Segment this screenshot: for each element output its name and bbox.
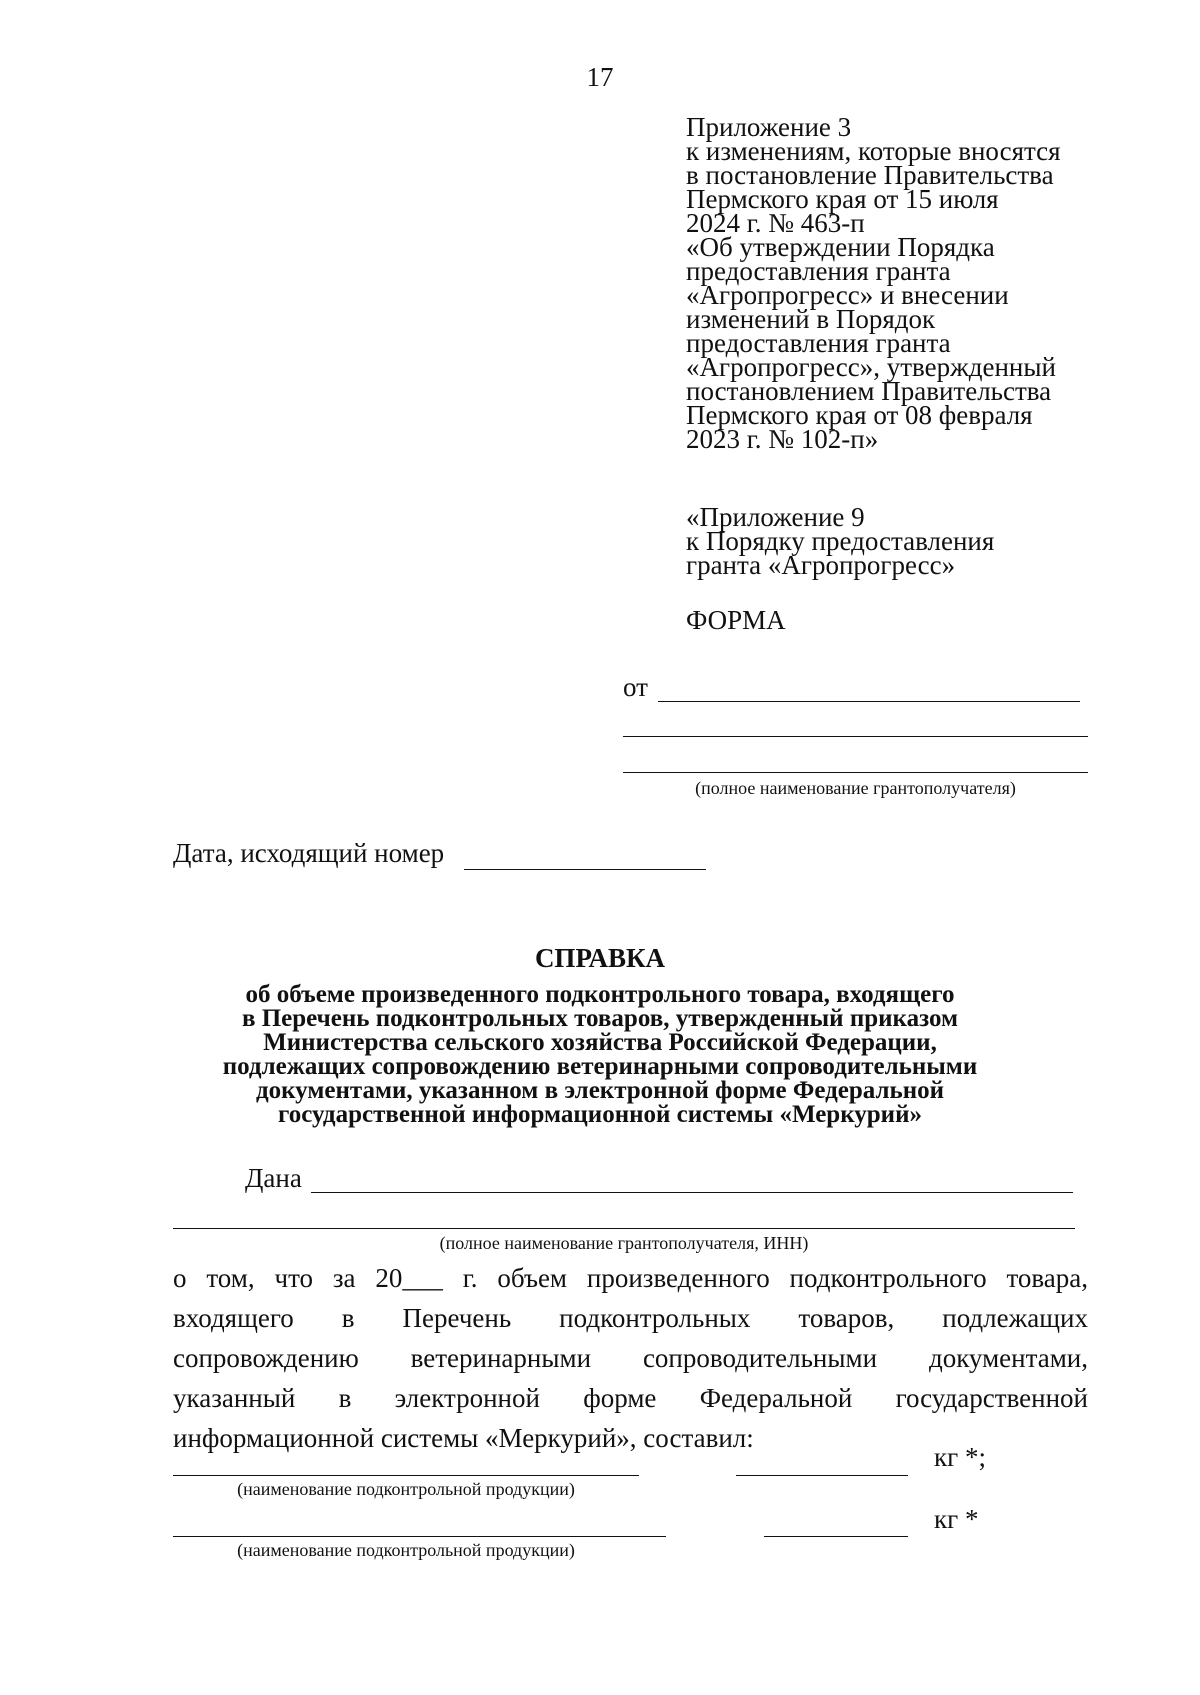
body-line: о том, что за 20___ г. объем произведенного подконтрольного товара, bbox=[173, 1263, 1088, 1293]
unit-label: кг * bbox=[934, 1504, 979, 1534]
appendix9-line: «Приложение 9 bbox=[686, 502, 865, 532]
issued-caption: (полное наименование грантополучателя, ИНН) bbox=[439, 1233, 809, 1253]
appendix-line: Приложение 3 bbox=[686, 112, 852, 142]
unit-label: кг *; bbox=[934, 1442, 986, 1472]
page-number: 17 bbox=[586, 62, 614, 92]
body-line: сопровождению ветеринарными сопроводительными документами, bbox=[173, 1343, 1088, 1373]
appendix-line: 2024 г. № 463-п bbox=[686, 208, 865, 238]
appendix-line: «Агропрогресс», утвержденный bbox=[686, 352, 1056, 382]
body-line: информационной системы «Меркурий», составил: bbox=[173, 1423, 754, 1453]
issued-field-line-2[interactable] bbox=[173, 1228, 1075, 1229]
appendix-line: предоставления гранта bbox=[686, 328, 951, 358]
subtitle-line: документами, указанном в электронной форме Федеральной bbox=[255, 1077, 945, 1104]
product-name-field-line[interactable] bbox=[173, 1475, 639, 1476]
appendix-line: Пермского края от 08 февраля bbox=[686, 400, 1033, 430]
appendix-line: к изменениям, которые вносятся bbox=[686, 136, 1061, 166]
date-number-field-line[interactable] bbox=[464, 869, 706, 870]
product-name-caption: (наименование подконтрольной продукции) bbox=[237, 1479, 575, 1499]
document-title: СПРАВКА bbox=[534, 943, 666, 973]
appendix-line: изменений в Порядок bbox=[686, 304, 936, 334]
appendix-line: в постановление Правительства bbox=[686, 160, 1054, 190]
appendix-line: Пермского края от 15 июля bbox=[686, 184, 999, 214]
product-quantity-field-line[interactable] bbox=[764, 1536, 908, 1537]
subtitle-line: в Перечень подконтрольных товаров, утвержденный приказом bbox=[241, 1005, 959, 1032]
appendix-header bbox=[686, 112, 1106, 454]
appendix-line: предоставления гранта bbox=[686, 256, 951, 286]
from-field-line-2[interactable] bbox=[623, 736, 1088, 737]
grant-recipient-caption: (полное наименование грантополучателя) bbox=[695, 778, 1016, 798]
date-number-label: Дата, исходящий номер bbox=[173, 838, 445, 868]
subtitle-line: об объеме произведенного подконтрольного товара, входящего bbox=[245, 981, 955, 1008]
issued-field-line-1[interactable] bbox=[311, 1192, 1073, 1193]
appendix9-line: к Порядку предоставления bbox=[686, 526, 995, 556]
appendix-line: «Агропрогресс» и внесении bbox=[686, 280, 1009, 310]
document-subtitle bbox=[130, 983, 1070, 1127]
body-line: указанный в электронной форме Федеральной государственной bbox=[173, 1383, 1088, 1413]
appendix-line: «Об утверждении Порядка bbox=[686, 232, 995, 262]
from-field-line-3[interactable] bbox=[623, 772, 1088, 773]
appendix-line: постановлением Правительства bbox=[686, 376, 1052, 406]
appendix9-header bbox=[686, 502, 1106, 580]
appendix-line: 2023 г. № 102-п» bbox=[686, 424, 879, 454]
body-line: входящего в Перечень подконтрольных товаров, подлежащих bbox=[173, 1303, 1088, 1333]
issued-label: Дана bbox=[245, 1163, 302, 1193]
from-label: от bbox=[623, 672, 648, 702]
body-paragraph bbox=[173, 1258, 1088, 1458]
subtitle-line: подлежащих сопровождению ветеринарными сопроводительными bbox=[222, 1053, 978, 1080]
subtitle-line: Министерства сельского хозяйства Российской Федерации, bbox=[263, 1029, 937, 1056]
product-name-caption: (наименование подконтрольной продукции) bbox=[237, 1540, 575, 1560]
product-name-field-line[interactable] bbox=[173, 1536, 666, 1537]
appendix9-line: гранта «Агропрогресс» bbox=[686, 550, 956, 580]
product-quantity-field-line[interactable] bbox=[736, 1475, 908, 1476]
from-field-line-1[interactable] bbox=[658, 701, 1080, 702]
form-label: ФОРМА bbox=[686, 605, 786, 635]
subtitle-line: государственной информационной системы «Меркурий» bbox=[278, 1101, 922, 1128]
